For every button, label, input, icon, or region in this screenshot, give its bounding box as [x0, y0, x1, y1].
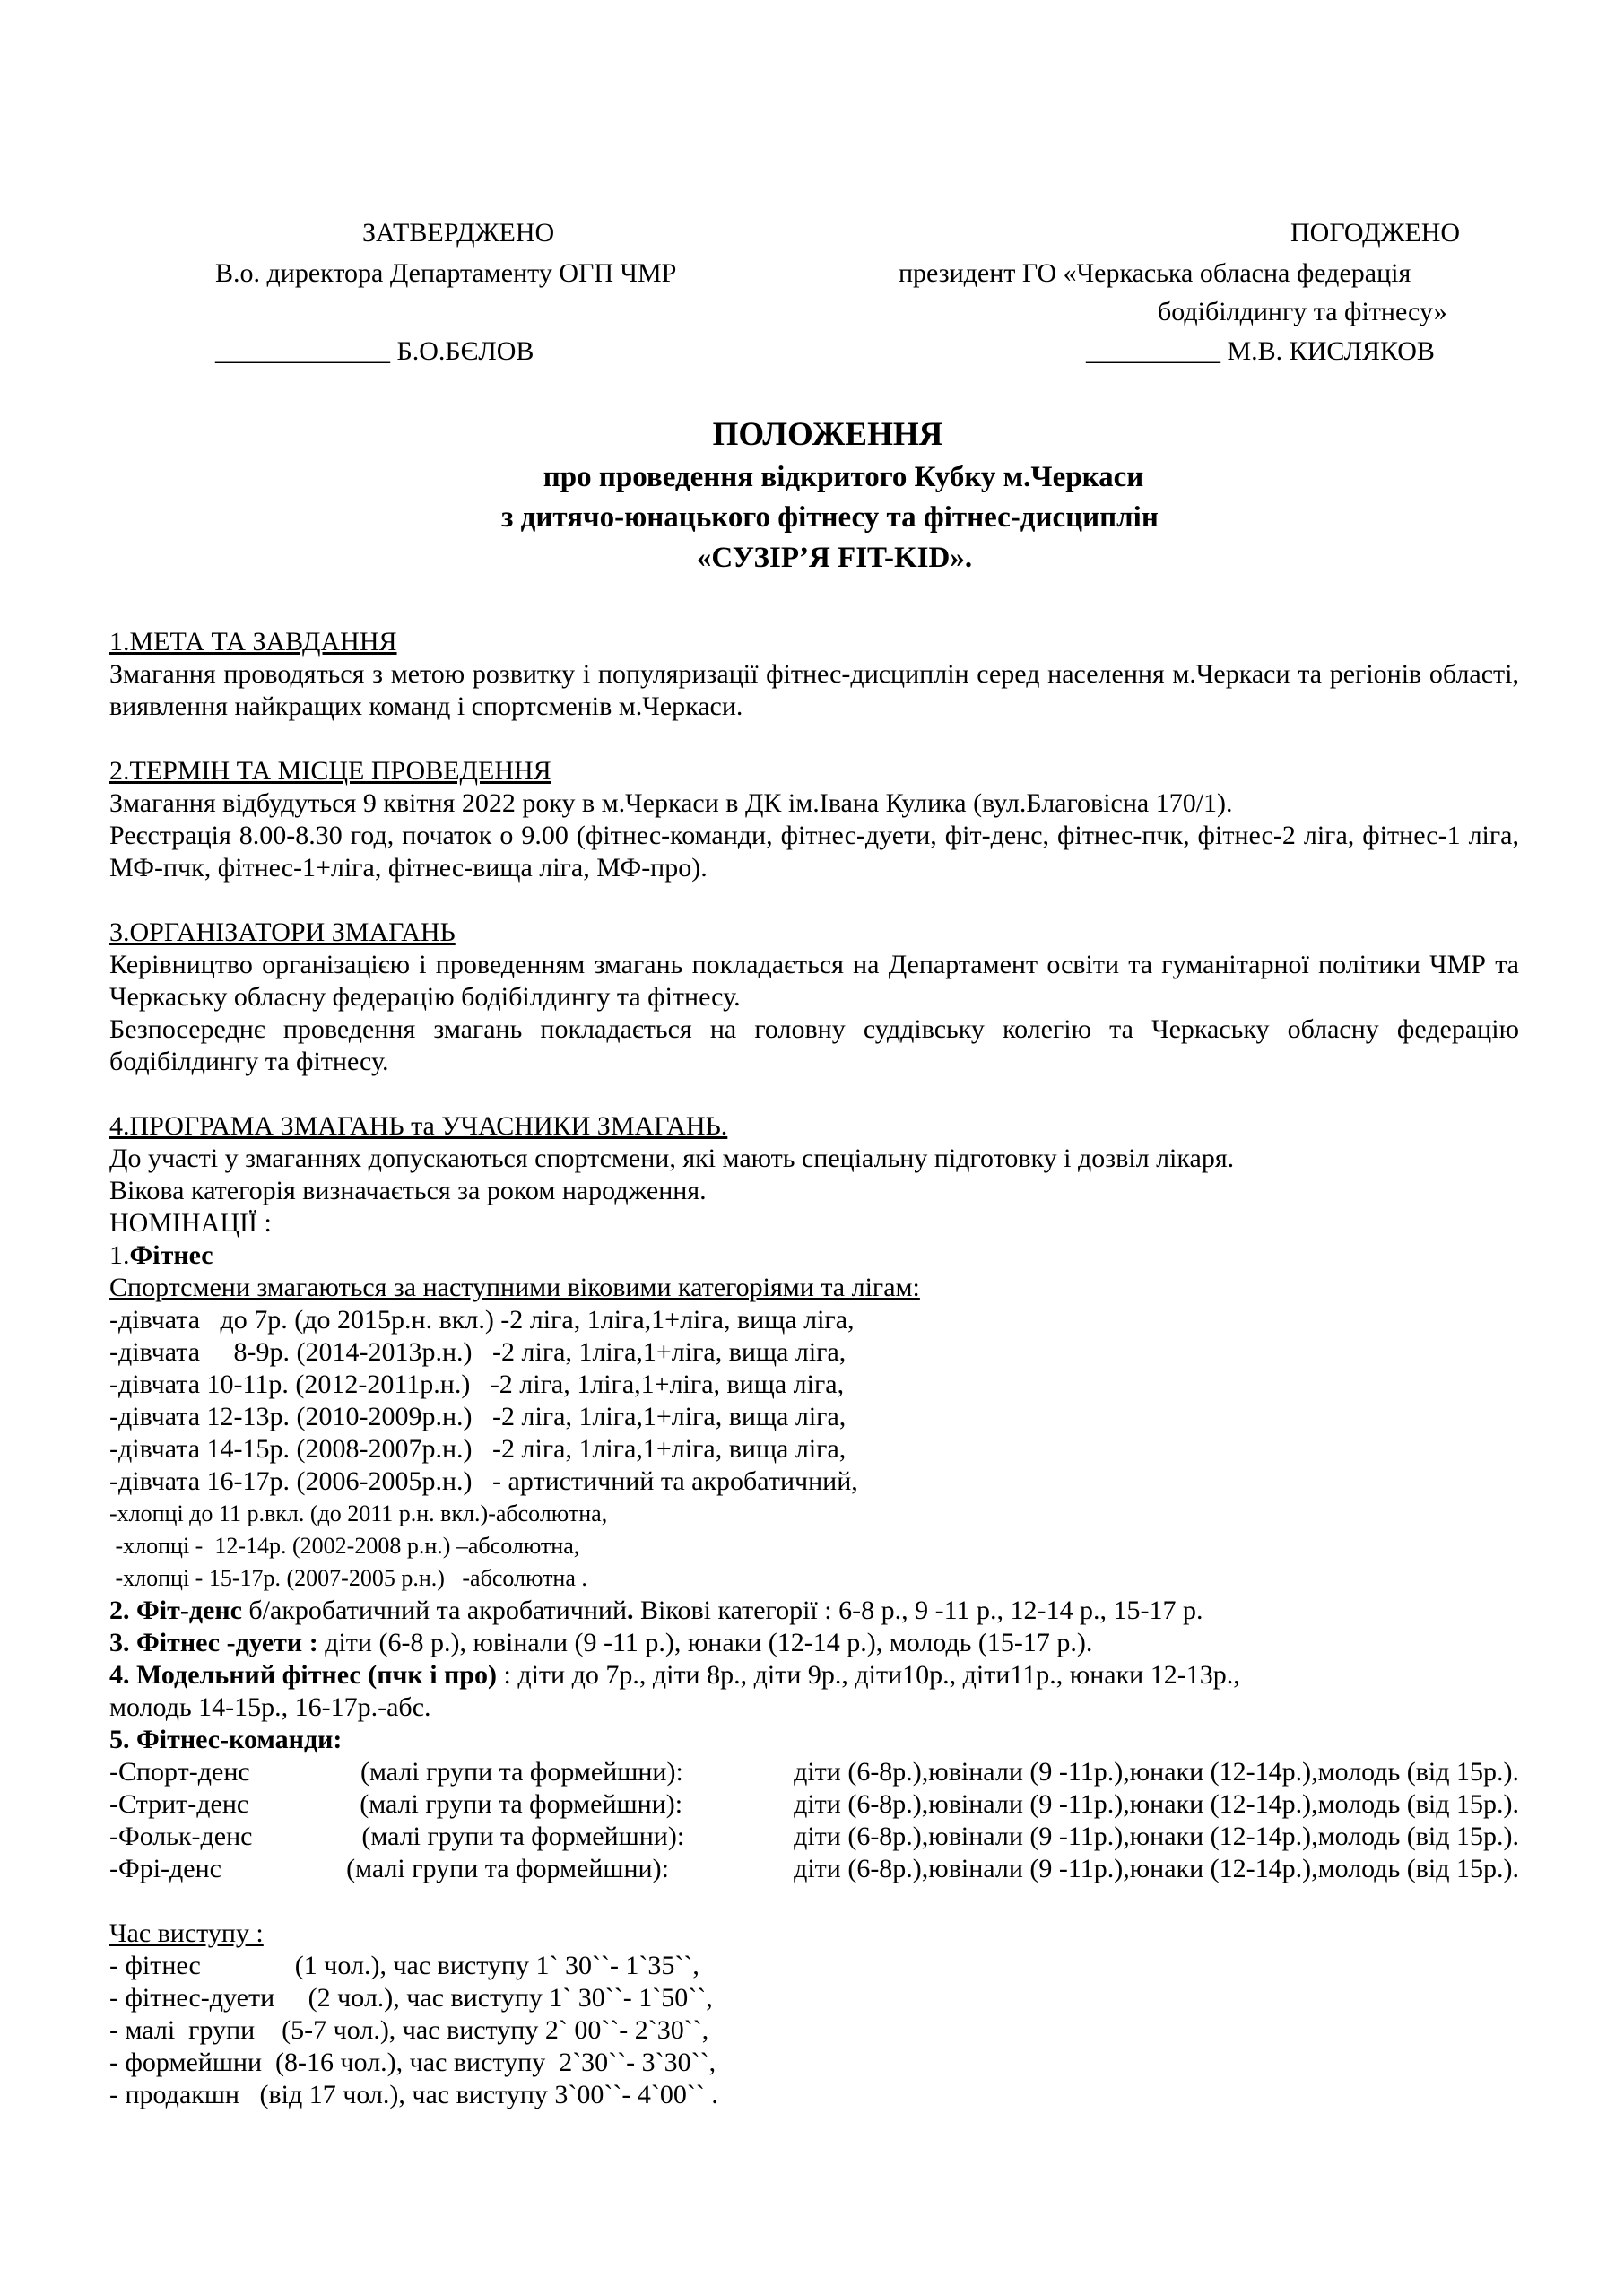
- performance-item: - фітнес (1 чол.), час виступу 1` 30``- 1`35``,: [109, 1951, 699, 1980]
- nomination-label: 2. Фіт-денс: [109, 1596, 242, 1625]
- boys-category-item: -хлопці - 15-17р. (2007-2005 р.н.) -абсолютна .: [109, 1565, 587, 1591]
- team-name: -Фрі-денс: [109, 1854, 221, 1883]
- team-name: -Фольк-денс: [109, 1822, 253, 1851]
- performance-item: - продакшн (від 17 чол.), час виступу 3`00``- 4`00`` .: [109, 2080, 718, 2109]
- team-ages: діти (6-8р.),ювінали (9 -11р.),юнаки (12-14р.),молодь (від 15р.).: [794, 1854, 1519, 1883]
- team-item: [109, 1821, 1519, 1853]
- title-line2: з дитячо-юнацького фітнесу та фітнес-дисциплін: [501, 501, 1159, 534]
- agreed-position-line1: президент ГО «Черкаська обласна федерація: [899, 258, 1411, 288]
- category-item: -дівчата 12-13р. (2010-2009р.н.) -2 ліга, 1ліга,1+ліга, вища ліга,: [109, 1402, 847, 1431]
- team-item: [109, 1853, 1519, 1885]
- team-ages: діти (6-8р.),ювінали (9 -11р.),юнаки (12-14р.),молодь (від 15р.).: [794, 1822, 1519, 1851]
- category-item: -дівчата 8-9р. (2014-2013р.н.) -2 ліга, 1ліга,1+ліга, вища ліга,: [109, 1337, 847, 1367]
- team-groups: (малі групи та формейшни):: [361, 1822, 685, 1851]
- title-line1: про проведення відкритого Кубку м.Черкаси: [543, 461, 1144, 493]
- section-paragraph: Безпосереднє проведення змагань покладається на головну суддівську колегію та Черкаську обласну федерацію бодібілдингу та фітнесу.: [109, 1014, 1519, 1076]
- team-ages: діти (6-8р.),ювінали (9 -11р.),юнаки (12-14р.),молодь (від 15р.).: [794, 1789, 1519, 1819]
- title-main: ПОЛОЖЕННЯ: [712, 416, 943, 453]
- category-item: -дівчата 10-11р. (2012-2011р.н.) -2 ліга, 1ліга,1+ліга, вища ліга,: [109, 1370, 845, 1399]
- nomination-duets: [109, 1627, 1519, 1659]
- nomination-text: б/акробатичний та акробатичний: [241, 1596, 628, 1625]
- nomination-fit-dance: 2. Фіт-денс б/акробатичний та акробатичний. Вікові категорії : 6-8 р., 9 -11 р., 12-14 р., 15-17 р.: [109, 1596, 1203, 1625]
- boys-category-item: -хлопці до 11 р.вкл. (до 2011 р.н. вкл.)-абсолютна,: [109, 1500, 608, 1526]
- category-item: -дівчата 14-15р. (2008-2007р.н.) -2 ліга, 1ліга,1+ліга, вища ліга,: [109, 1434, 847, 1464]
- approved-signature: _____________ Б.О.БЄЛОВ: [215, 336, 534, 366]
- nomination-label: 3. Фітнес -дуети :: [109, 1628, 318, 1657]
- team-item: [109, 1756, 1519, 1788]
- section-goal: [109, 626, 1519, 723]
- nomination-text: : діти до 7р., діти 8р., діти 9р., діти10р., діти11р., юнаки 12-13р.,: [496, 1660, 1240, 1690]
- performance-item: - малі групи (5-7 чол.), час виступу 2` 00``- 2`30``,: [109, 2015, 709, 2045]
- performance-heading: Час виступу :: [109, 1918, 264, 1948]
- categories-heading: Спортсмени змагаються за наступними віковими категоріями та лігам:: [109, 1273, 920, 1302]
- approval-block: [0, 217, 1624, 374]
- section-text-line: Вікова категорія визначається за роком народження.: [109, 1176, 707, 1205]
- performance-item: - формейшни (8-16 чол.), час виступу 2`30``- 3`30``,: [109, 2048, 716, 2077]
- nomination-fitness: [109, 1239, 1519, 1272]
- team-name: -Стрит-денс: [109, 1789, 249, 1819]
- document-body: [109, 626, 1519, 2111]
- section-text: Реєстрація 8.00-8.30 год, початок о 9.00 (фітнес-команди, фітнес-дуети, фіт-денс, фітнес-пчк, фітнес-2 ліга, фітнес-1 ліга, МФ-пчк, фітнес-1+ліга, фітнес-вища ліга, МФ-про).: [109, 821, 1519, 883]
- section-text: Змагання проводяться з метою розвитку і популяризації фітнес-дисциплін серед населення м.Черкаси та регіонів області, виявлення найкращих команд і спортсменів м.Черкаси.: [109, 659, 1519, 721]
- nomination-text: діти (6-8 р.), ювінали (9 -11 р.), юнаки (12-14 р.), молодь (15-17 р.).: [317, 1628, 1093, 1657]
- nomination-model-fitness: [109, 1659, 1519, 1692]
- category-item: -дівчата 16-17р. (2006-2005р.н.) - артистичний та акробатичний,: [109, 1466, 858, 1496]
- agreed-signature: __________ М.В. КИСЛЯКОВ: [1086, 336, 1435, 366]
- approved-title: ЗАТВЕРДЖЕНО: [362, 218, 555, 248]
- boys-category-item: -хлопці - 12-14р. (2002-2008 р.н.) –абсолютна,: [109, 1533, 580, 1559]
- section-text-line: До участі у змаганнях допускаються спортсмени, які мають спеціальну підготовку і дозвіл лікаря.: [109, 1144, 1235, 1173]
- document-title: [0, 413, 1624, 578]
- performance-list: [109, 1950, 1519, 2111]
- nomination-label: Фітнес: [129, 1240, 213, 1270]
- section-paragraph: Керівництво організацією і проведенням змагань покладається на Департамент освіти та гуманітарної політики ЧМР та Черкаську обласну федерацію бодібілдингу та фітнесу.: [109, 950, 1519, 1012]
- team-ages: діти (6-8р.),ювінали (9 -11р.),юнаки (12-14р.),молодь (від 15р.).: [794, 1757, 1519, 1787]
- approved-position: В.о. директора Департаменту ОГП ЧМР: [215, 258, 677, 288]
- nomination-text-continued: молодь 14-15р., 16-17р.-абс.: [109, 1692, 431, 1722]
- agreed-position-line2: бодібілдингу та фітнесу»: [1158, 297, 1447, 326]
- section-organizers: [109, 917, 1519, 1078]
- category-item: -дівчата до 7р. (до 2015р.н. вкл.) -2 ліга, 1ліга,1+ліга, вища ліга,: [109, 1305, 855, 1335]
- nomination-label: 4. Модельний фітнес (пчк і про): [109, 1660, 497, 1690]
- team-item: [109, 1788, 1519, 1821]
- team-name: -Спорт-денс: [109, 1757, 250, 1787]
- section-heading: 1.МЕТА ТА ЗАВДАННЯ: [109, 627, 397, 657]
- nomination-text: Вікові категорії : 6-8 р., 9 -11 р., 12-14 р., 15-17 р.: [633, 1596, 1203, 1625]
- nominations-label: НОМІНАЦІЇ :: [109, 1208, 272, 1238]
- nomination-number: 1.: [109, 1240, 130, 1270]
- nomination-label: 5. Фітнес-команди:: [109, 1725, 343, 1754]
- section-heading: 2.ТЕРМІН ТА МІСЦЕ ПРОВЕДЕННЯ: [109, 756, 551, 786]
- performance-item: - фітнес-дуети (2 чол.), час виступу 1` 30``- 1`50``,: [109, 1983, 713, 2013]
- section-heading: 3.ОРГАНІЗАТОРИ ЗМАГАНЬ: [109, 918, 456, 947]
- team-groups: (малі групи та формейшни):: [346, 1854, 669, 1883]
- section-text-line: Змагання відбудуться 9 квітня 2022 року в м.Черкаси в ДК ім.Івана Кулика (вул.Благовісна 170/1).: [109, 788, 1233, 818]
- teams-list: [109, 1756, 1519, 1885]
- team-groups: (малі групи та формейшни):: [360, 1789, 683, 1819]
- boys-category-list: [109, 1498, 1519, 1595]
- section-date-place: [109, 755, 1519, 884]
- section-heading: 4.ПРОГРАМА ЗМАГАНЬ та УЧАСНИКИ ЗМАГАНЬ.: [109, 1111, 728, 1141]
- team-groups: (малі групи та формейшни):: [360, 1757, 683, 1787]
- agreed-title: ПОГОДЖЕНО: [1290, 218, 1461, 248]
- title-line3: «СУЗІР’Я FIT-KID».: [696, 542, 973, 574]
- section-program: [109, 1110, 1519, 2111]
- category-list: [109, 1304, 1519, 1498]
- nomination-teams: [109, 1724, 1519, 1756]
